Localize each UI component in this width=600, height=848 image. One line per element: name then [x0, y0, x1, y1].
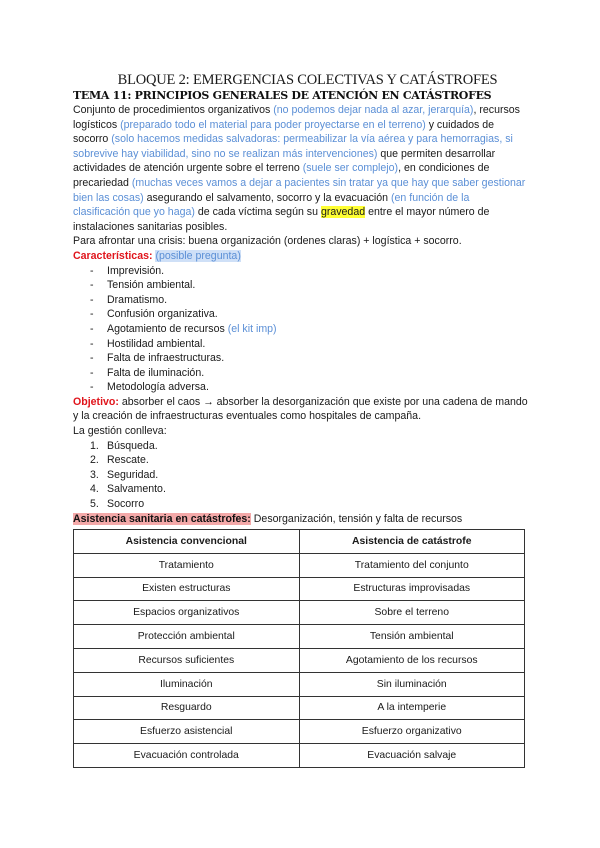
header-catastrophe: Asistencia de catástrofe — [299, 530, 525, 554]
table-cell: Evacuación controlada — [74, 744, 300, 768]
table-cell: Tratamiento — [74, 553, 300, 577]
crisis-line: Para afrontar una crisis: buena organización (ordenes claras) + logística + socorro. — [73, 235, 462, 248]
list-item: 1. Búsqueda. — [90, 439, 158, 452]
list-item: 3. Seguridad. — [90, 468, 159, 481]
intro-text: , recursos logísticos — [73, 104, 520, 131]
intro-note: (solo hacemos medidas salvadoras: permeabilizar la vía aérea y para hemorragias, si sobrevive hay viabilidad, sino no se realizan más intervenciones) — [73, 133, 513, 160]
intro-note: (muchas veces vamos a dejar a pacientes sin tratar ya que hay que saber gestionar bien las cosas) — [73, 176, 526, 204]
list-item: - Imprevisión. — [90, 264, 528, 279]
intro-text: entre el mayor número de instalaciones sanitarias posibles. — [73, 206, 490, 233]
table-row — [74, 696, 525, 720]
table-cell: Agotamiento de los recursos — [299, 648, 525, 672]
list-item: - Falta de infraestructuras. — [90, 351, 528, 366]
intro-text: de cada víctima según su — [194, 206, 321, 219]
table-cell: Protección ambiental — [74, 625, 300, 649]
table-row — [74, 625, 525, 649]
table-header-row — [74, 530, 525, 554]
objetivo-paragraph — [73, 395, 528, 424]
highlighted-word: gravedad — [320, 206, 366, 219]
intro-note: (preparado todo el material para poder proyectarse en el terreno) — [120, 118, 426, 131]
table-cell: Resguardo — [74, 696, 300, 720]
intro-paragraph — [73, 103, 528, 234]
list-item: - Metodología adversa. — [90, 380, 528, 395]
table-row — [74, 577, 525, 601]
list-item: - Confusión organizativa. — [90, 307, 528, 322]
objetivo-text: absorber el caos → absorber la desorganización que existe por una cadena de mando y la creación de infraestructuras eventuales como hospitales de campaña. — [73, 395, 528, 423]
asistencia-label: Asistencia sanitaria en catástrofes: — [73, 512, 251, 525]
table-row — [74, 744, 525, 768]
table-row — [74, 720, 525, 744]
table-cell: Sin iluminación — [299, 672, 525, 696]
caracteristicas-note: (posible pregunta) — [155, 249, 241, 262]
caracteristicas-list — [73, 264, 528, 395]
table-row — [74, 672, 525, 696]
list-item: - Agotamiento de recursos (el kit imp) — [90, 322, 528, 337]
list-item: - Tensión ambiental. — [90, 278, 528, 293]
gestion-intro: La gestión conlleva: — [73, 425, 167, 438]
table-row — [74, 648, 525, 672]
asistencia-heading — [73, 512, 528, 527]
intro-text: que permiten desarrollar actividades de atención urgente sobre el terreno — [73, 147, 496, 175]
header-conventional: Asistencia convencional — [74, 530, 300, 554]
caracteristicas-heading — [73, 249, 528, 264]
intro-note: (no podemos dejar nada al azar, jerarquía) — [273, 104, 474, 116]
asistencia-text: Desorganización, tensión y falta de recursos — [250, 512, 463, 525]
list-item: 2. Rescate. — [90, 454, 149, 467]
table-cell: Recursos suficientes — [74, 648, 300, 672]
list-item: - Falta de iluminación. — [90, 366, 528, 381]
table-cell: Existen estructuras — [74, 577, 300, 601]
table-cell: Espacios organizativos — [74, 601, 300, 625]
intro-text: asegurando el salvamento, socorro y la evacuación — [143, 191, 392, 204]
table-cell: Tensión ambiental — [299, 625, 525, 649]
document-title: BLOQUE 2: EMERGENCIAS COLECTIVAS Y CATÁSTROFES — [117, 72, 498, 88]
table-cell: Evacuación salvaje — [299, 744, 525, 768]
list-item: 4. Salvamento. — [90, 483, 166, 496]
list-item: - Hostilidad ambiental. — [90, 337, 528, 352]
table-row — [74, 553, 525, 577]
table-cell: Esfuerzo organizativo — [299, 720, 525, 744]
topic-subtitle: TEMA 11: PRINCIPIOS GENERALES DE ATENCIÓN EN CATÁSTROFES — [73, 89, 492, 102]
intro-text: , en condiciones de precariedad — [73, 162, 490, 189]
intro-text: y cuidados de socorro — [73, 118, 495, 146]
table-cell: Sobre el terreno — [299, 601, 525, 625]
table-cell: A la intemperie — [299, 696, 525, 720]
objetivo-label: Objetivo: — [73, 395, 119, 408]
comparison-table — [73, 529, 525, 768]
caracteristicas-label: Características: — [73, 249, 153, 262]
intro-text: Conjunto de procedimientos organizativos — [73, 104, 274, 116]
list-item: - Dramatismo. — [90, 293, 528, 308]
list-item: 5. Socorro — [90, 498, 145, 511]
intro-note: (en función de la clasificación que yo haga) — [73, 191, 470, 219]
table-cell: Estructuras improvisadas — [299, 577, 525, 601]
intro-note: (suele ser complejo) — [302, 162, 399, 175]
table-cell: Esfuerzo asistencial — [74, 720, 300, 744]
gestion-list — [73, 439, 528, 512]
table-cell: Iluminación — [74, 672, 300, 696]
table-cell: Tratamiento del conjunto — [299, 553, 525, 577]
table-row — [74, 601, 525, 625]
document-page — [73, 72, 528, 526]
